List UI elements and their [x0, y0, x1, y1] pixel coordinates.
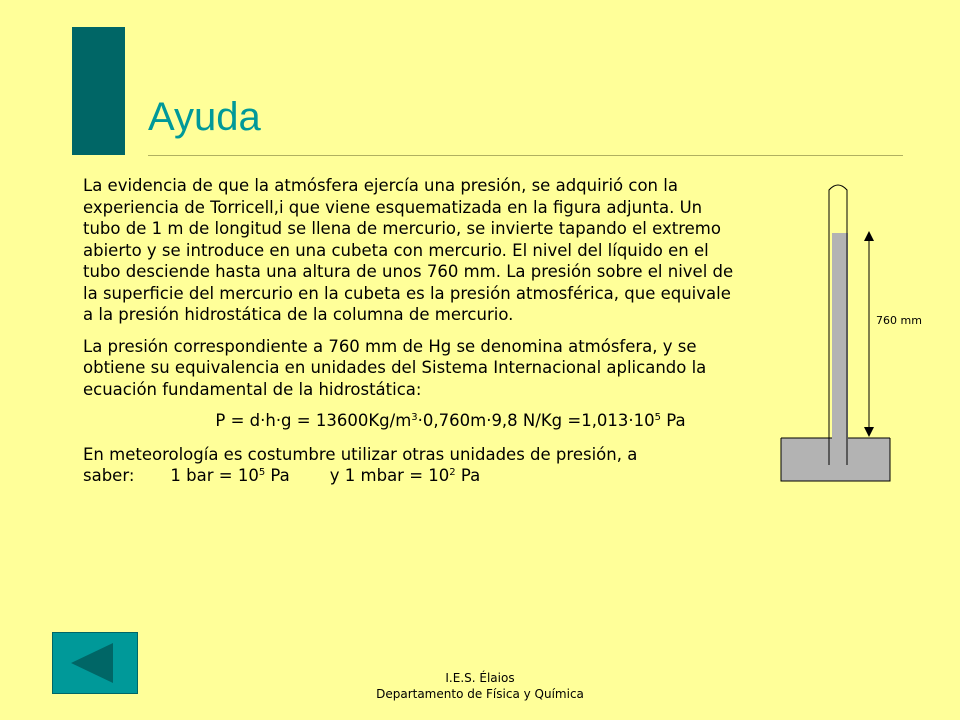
height-arrow-top	[864, 231, 874, 241]
accent-bar	[72, 27, 125, 155]
mbar-exponent: 2	[449, 467, 456, 478]
mbar-unit: Pa	[455, 466, 481, 485]
units-lead: saber:	[83, 466, 135, 485]
footer	[300, 670, 660, 702]
bar-unit: Pa	[265, 466, 290, 485]
mbar-equivalence: y 1 mbar = 10	[329, 466, 450, 485]
bar-equivalence: 1 bar = 10	[170, 466, 259, 485]
height-arrow-bottom	[864, 427, 874, 437]
formula-part2: ·0,760m·9,8 N/Kg =1,013·10	[417, 411, 655, 430]
triangle-left-icon	[69, 641, 121, 685]
formula-part3: Pa	[661, 411, 686, 430]
formula-exp2: 5	[654, 412, 662, 423]
footer-department: Departamento de Física y Química	[376, 687, 584, 701]
bar-exponent: 5	[258, 467, 266, 478]
title-divider	[148, 155, 903, 156]
formula-part1: P = d·h·g = 13600Kg/m	[215, 411, 412, 430]
back-button[interactable]	[52, 632, 138, 694]
mercury-column	[832, 233, 848, 465]
page-title: Ayuda	[148, 95, 261, 139]
paragraph-meteorology: En meteorología es costumbre utilizar otras unidades de presión, a	[83, 444, 638, 464]
units-line	[83, 465, 743, 487]
formula-exp1: 3	[411, 412, 418, 423]
height-label: 760 mm	[876, 314, 922, 327]
paragraph-torricelli: La evidencia de que la atmósfera ejercía una presión, se adquirió con la experiencia de Torricell,i que viene esquematizada en la figura adjunta. Un tubo de 1 m de longitud se llena de mercurio, se invierte tapando el extremo abierto y se introduce en una cubeta con mercurio. El nivel del líquido en el tubo desciende hasta una altura de unos 760 mm. La presión sobre el nivel de la superficie del mercurio en la cubeta es la presión atmosférica, que equivale a la presión hidrostática de la columna de mercurio.	[83, 176, 734, 324]
footer-school: I.E.S. Élaios	[445, 671, 515, 685]
body-text	[83, 175, 743, 487]
pressure-formula	[83, 410, 743, 432]
torricelli-diagram	[780, 175, 950, 490]
paragraph-atmosphere: La presión correspondiente a 760 mm de Hg se denomina atmósfera, y se obtiene su equivalencia en unidades del Sistema Internacional aplicando la ecuación fundamental de la hidrostática:	[83, 336, 707, 399]
